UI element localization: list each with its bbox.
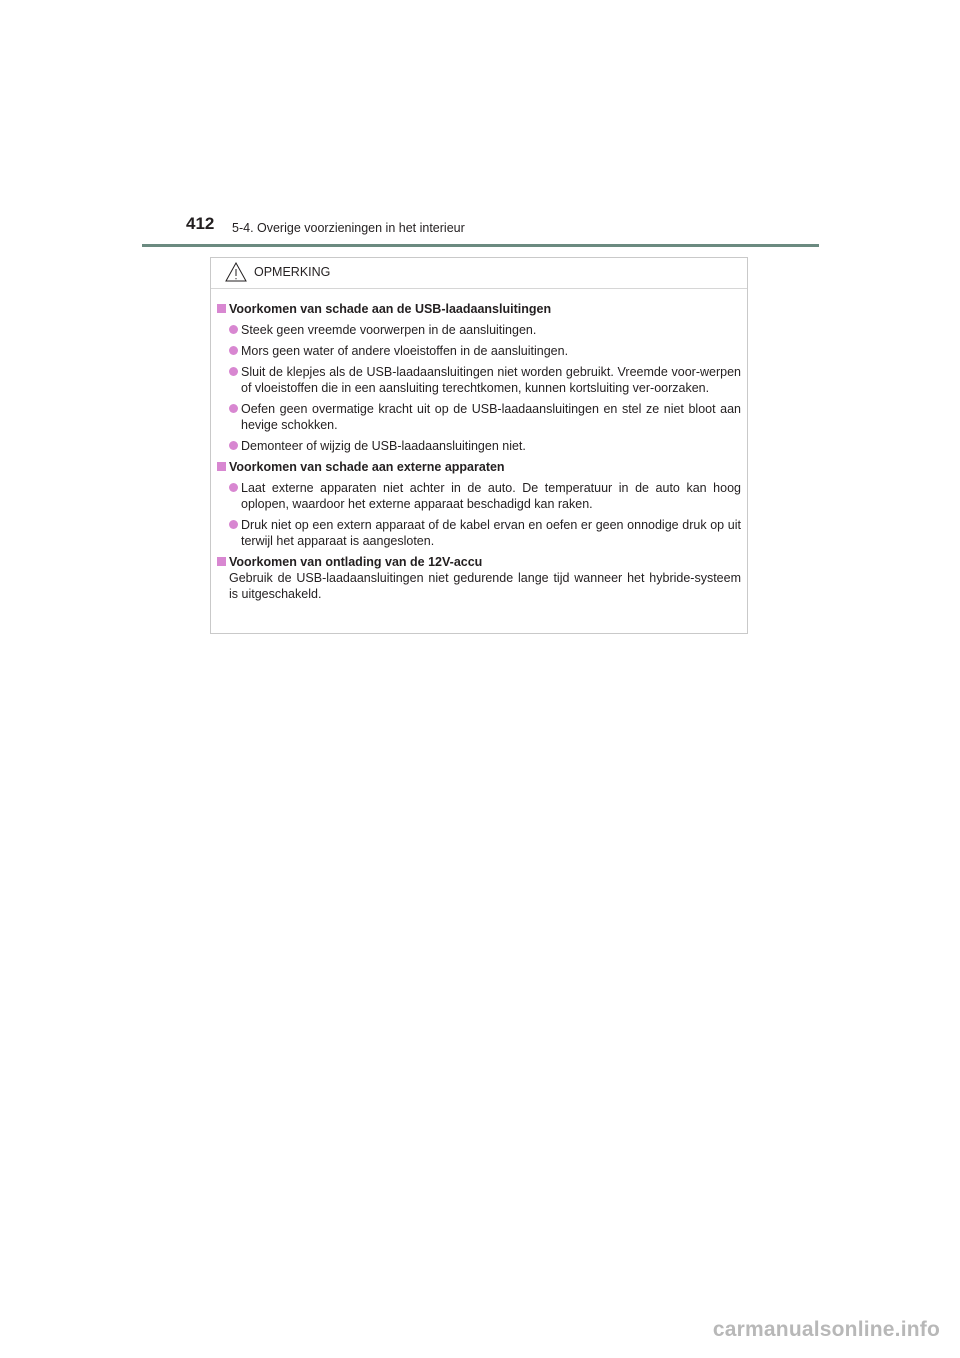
- list-item-text: Steek geen vreemde voorwerpen in de aansluitingen.: [241, 323, 537, 337]
- section-heading-text: Voorkomen van ontlading van de 12V-accu: [229, 555, 483, 569]
- list-item: [217, 480, 741, 512]
- notice-section-usb: [217, 301, 741, 454]
- page-number: 412: [186, 214, 215, 233]
- section-heading: [217, 554, 741, 570]
- list-item-text: Demonteer of wijzig de USB-laadaansluitingen niet.: [241, 439, 526, 453]
- list-item-text: Druk niet op een extern apparaat of de kabel ervan en oefen er geen onnodige druk op uit terwijl het apparaat is aangesloten.: [241, 518, 741, 548]
- round-bullet-icon: [229, 346, 238, 355]
- warning-triangle-icon: [225, 262, 247, 282]
- notice-body: [211, 289, 747, 602]
- section-heading-text: Voorkomen van schade aan de USB-laadaansluitingen: [229, 302, 552, 316]
- notice-section-battery: [217, 554, 741, 602]
- section-title: 5-4. Overige voorzieningen in het interieur: [232, 221, 465, 235]
- list-item-text: Sluit de klepjes als de USB-laadaansluitingen niet worden gebruikt. Vreemde voor-werpen of vloeistoffen die in een aansluiting terechtkomen, kunnen kortsluiting ver-oorzaken.: [241, 365, 741, 395]
- list-item: [217, 438, 741, 454]
- header-rule: [142, 244, 819, 247]
- list-item: [217, 322, 741, 338]
- section-heading: [217, 459, 741, 475]
- square-bullet-icon: [217, 304, 226, 313]
- round-bullet-icon: [229, 367, 238, 376]
- round-bullet-icon: [229, 520, 238, 529]
- section-heading-text: Voorkomen van schade aan externe apparaten: [229, 460, 505, 474]
- round-bullet-icon: [229, 441, 238, 450]
- list-item-text: Mors geen water of andere vloeistoffen in de aansluitingen.: [241, 344, 569, 358]
- list-item-text: Oefen geen overmatige kracht uit op de USB-laadaansluitingen en stel ze niet bloot aan hevige schokken.: [241, 402, 741, 432]
- section-heading: [217, 301, 741, 317]
- square-bullet-icon: [217, 557, 226, 566]
- notice-box: [210, 257, 748, 634]
- square-bullet-icon: [217, 462, 226, 471]
- list-item-text: Laat externe apparaten niet achter in de auto. De temperatuur in de auto kan hoog oplopen, waardoor het externe apparaat beschadigd kan raken.: [241, 481, 741, 511]
- list-item: [217, 401, 741, 433]
- notice-header: [211, 258, 747, 289]
- watermark: carmanualsonline.info: [712, 1318, 940, 1341]
- list-item: [217, 364, 741, 396]
- notice-label: OPMERKING: [254, 265, 331, 279]
- notice-section-external: [217, 459, 741, 549]
- round-bullet-icon: [229, 483, 238, 492]
- list-item: [217, 517, 741, 549]
- round-bullet-icon: [229, 404, 238, 413]
- list-item: [217, 343, 741, 359]
- section-text: Gebruik de USB-laadaansluitingen niet gedurende lange tijd wanneer het hybride-systeem is uitgeschakeld.: [229, 571, 741, 601]
- round-bullet-icon: [229, 325, 238, 334]
